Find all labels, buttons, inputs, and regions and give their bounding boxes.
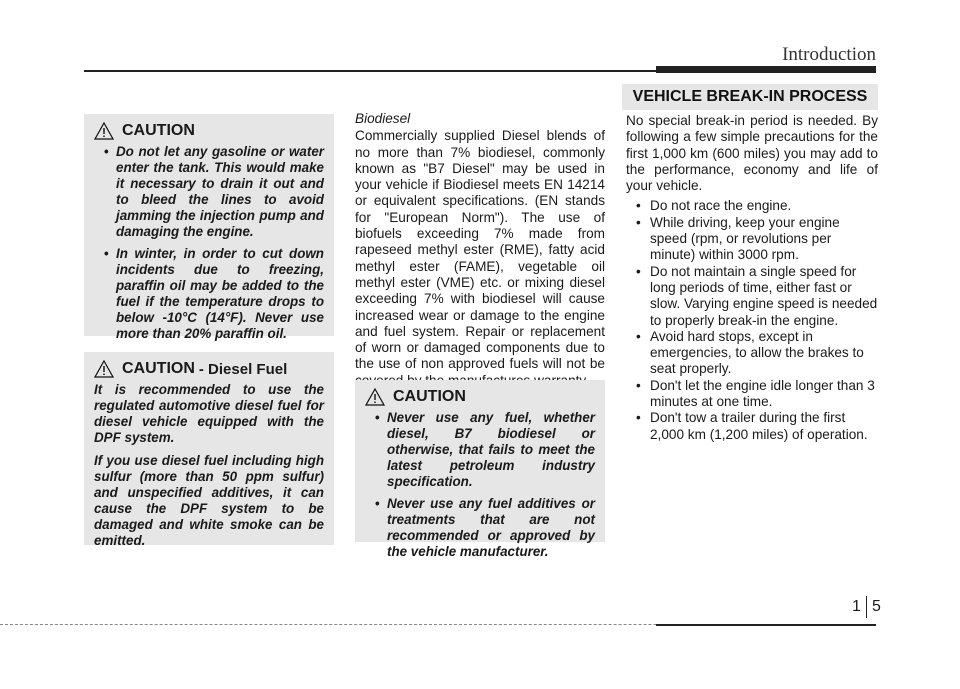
caution-title: CAUTION <box>122 360 195 377</box>
page-number: 5 <box>872 598 881 615</box>
biodiesel-section <box>355 111 605 389</box>
breakin-intro: No special break-in period is needed. By following a few simple precautions for the first 1,000 km (600 miles) you may add to the performance, economy and life of your vehicle. <box>626 113 878 194</box>
biodiesel-heading: Biodiesel <box>355 111 411 126</box>
breakin-section <box>626 113 878 443</box>
footer-rule-accent <box>656 624 876 626</box>
caution-list <box>365 410 595 560</box>
caution-item: • Do not let any gasoline or water enter the tank. This would make it necessary to drain it out and to bleed the lines to avoid jamming the injection pump and damaging the engine. <box>94 144 324 240</box>
caution-header <box>365 388 595 406</box>
breakin-item: • Avoid hard stops, except in emergencies, to allow the brakes to seat properly. <box>626 329 878 378</box>
warning-triangle-icon <box>365 388 385 406</box>
biodiesel-text: Commercially supplied Diesel blends of no more than 7% biodiesel, commonly known as "B7 Diesel" may be used in your vehicle if Biodiesel meets EN 14214 or equivalent specifications. (EN stands for "European Norm"). The use of biofuels exceeding 7% made from rapeseed methyl ester (RME), fatty acid methyl ester (FAME), vegetable oil methyl ester (VME) etc. or mixing diesel exceeding 7% with biodiesel will cause increased wear or damage to the engine and fuel system. Repair or replacement of worn or damaged components due to the use of non approved fuels will not be <box>355 128 605 372</box>
caution-paragraph: It is recommended to use the regulated automotive diesel fuel for diesel vehicle equipped with the DPF system. <box>94 382 324 445</box>
caution-paragraph: If you use diesel fuel including high sulfur (more than 50 ppm sulfur) and unspecified additives, it can cause the DPF system to be damaged and white smoke can be emitted. <box>94 453 324 548</box>
caution-box-fuel-tank <box>84 114 334 341</box>
breakin-item: • Don't tow a trailer during the first 2,000 km (1,200 miles) of operation. <box>626 410 878 443</box>
caution-item: • Never use any fuel, whether diesel, B7 biodiesel or otherwise, that fails to meet the latest petroleum industry specification. <box>365 410 595 490</box>
breakin-item: • While driving, keep your engine speed (rpm, or revolutions per minute) within 3000 rpm. <box>626 215 878 264</box>
caution-subtitle: - Diesel Fuel <box>198 360 288 378</box>
header-rule-accent <box>656 66 876 73</box>
caution-box-fuel-additives <box>355 380 605 559</box>
breakin-item: • Don't let the engine idle longer than 3 minutes at one time. <box>626 378 878 411</box>
header-title: Introduction <box>782 44 876 65</box>
breakin-list <box>626 198 878 442</box>
chapter-number: 1 <box>852 598 861 615</box>
page-divider <box>866 596 867 618</box>
caution-item: • Never use any fuel additives or treatments that are not recommended or approved by the vehicle manufacturer. <box>365 496 595 560</box>
breakin-item: • Do not maintain a single speed for long periods of time, either fast or slow. Varying engine speed is needed to properly break-in the engine. <box>626 264 878 329</box>
section-title: VEHICLE BREAK-IN PROCESS <box>622 84 878 110</box>
warning-triangle-icon <box>94 360 114 378</box>
caution-title: CAUTION <box>122 122 195 139</box>
caution-list <box>94 144 324 342</box>
breakin-item: • Do not race the engine. <box>626 198 878 214</box>
caution-item: • In winter, in order to cut down incidents due to freezing, paraffin oil may be added to the fuel if the temperature drops to below -10°C (14°F). Never use more than 20% paraffin oil. <box>94 246 324 342</box>
warning-triangle-icon <box>94 122 114 140</box>
caution-box-diesel-fuel <box>84 352 334 548</box>
caution-header <box>94 122 324 140</box>
caution-header <box>94 360 324 378</box>
caution-title: CAUTION <box>393 388 466 405</box>
